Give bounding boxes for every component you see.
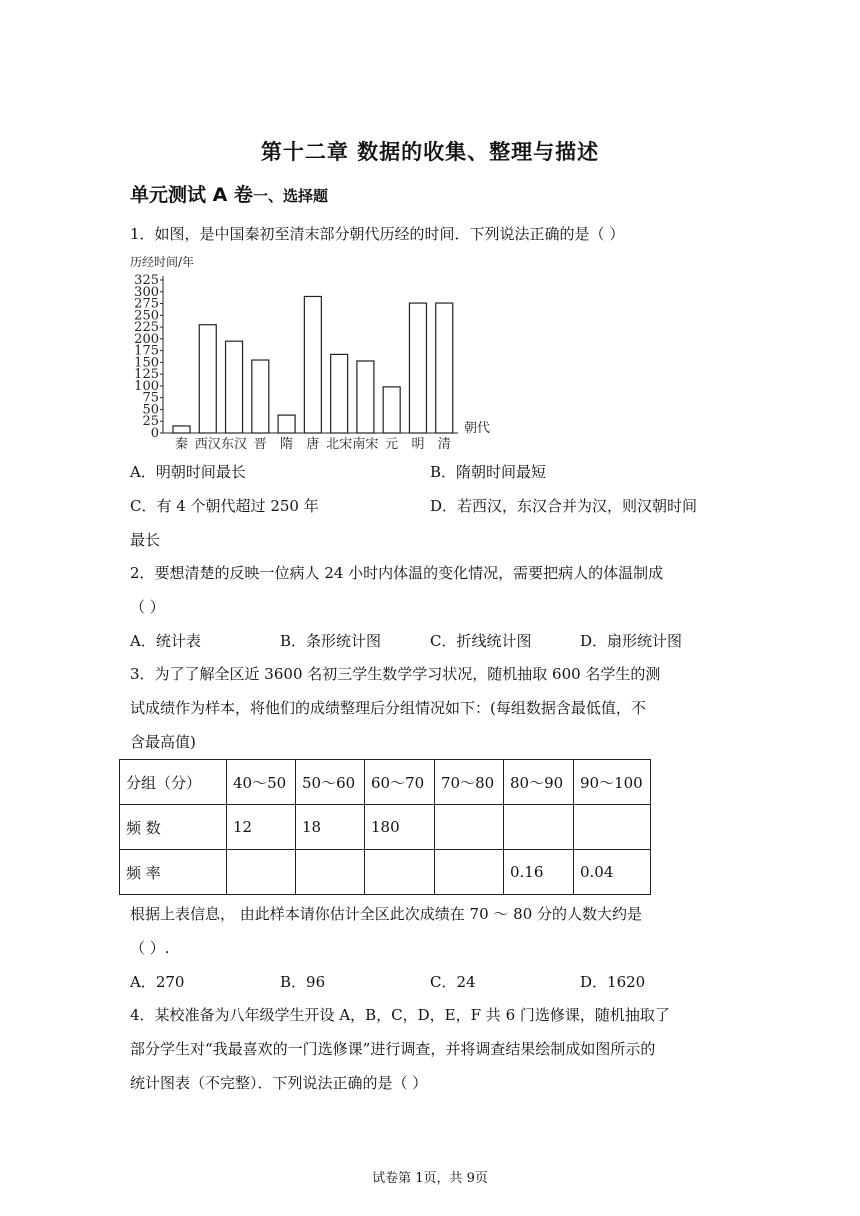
x-tick-label: 元: [385, 437, 399, 452]
bar-明: [409, 303, 426, 433]
y-tick-label: 225: [134, 320, 159, 336]
table-row: [120, 850, 651, 895]
y-tick-label: 200: [134, 331, 159, 347]
q2-stem-line2: （ ）: [130, 598, 165, 616]
bar-唐: [304, 296, 321, 433]
table-cell: 40～50: [227, 760, 296, 805]
q2-option-d: D．扇形统计图: [580, 632, 683, 650]
x-tick-label: 晋: [253, 437, 267, 452]
q3-option-c: C．24: [430, 973, 476, 991]
table-cell: [227, 850, 296, 895]
bar-秦: [173, 426, 190, 433]
bar-清: [436, 303, 453, 433]
table-cell: [365, 850, 435, 895]
dynasty-bar-chart: [126, 252, 506, 452]
table-cell: 90～100: [574, 760, 651, 805]
q2-option-c: C．折线统计图: [430, 632, 532, 650]
table-cell: 180: [365, 805, 435, 850]
q1-stem: 1．如图，是中国秦初至清末部分朝代历经的时间．下列说法正确的是（ ）: [130, 225, 625, 243]
table-cell: [504, 805, 574, 850]
y-tick-label: 175: [134, 343, 159, 359]
bar-北宋: [331, 354, 348, 433]
table-cell: 分组（分）: [120, 760, 227, 805]
page-title: 第十二章 数据的收集、整理与描述: [260, 140, 600, 164]
table-cell: [435, 850, 504, 895]
section-subtitle: 一、选择题: [252, 187, 328, 205]
bar-隋: [278, 415, 295, 433]
x-tick-label: 隋: [280, 437, 294, 452]
y-tick-label: 50: [142, 402, 159, 418]
y-tick-label: 150: [134, 355, 159, 371]
y-tick-label: 275: [134, 296, 159, 312]
y-axis-label: 历经时间/年: [130, 255, 195, 269]
q1-option-d-cont: 最长: [130, 531, 161, 549]
q1-option-a: A．明朝时间最长: [130, 463, 246, 481]
q2-stem-line1: 2．要想清楚的反映一位病人 24 小时内体温的变化情况，需要把病人的体温制成: [130, 564, 664, 582]
x-tick-label: 南宋: [352, 437, 379, 452]
score-frequency-table: [119, 759, 651, 895]
x-tick-label: 西汉: [194, 437, 221, 452]
y-tick-label: 325: [134, 273, 159, 288]
table-cell: 频 数: [120, 805, 227, 850]
q1-option-b: B．隋朝时间最短: [430, 463, 547, 481]
q4-line2: 部分学生对“我最喜欢的一门选修课”进行调查，并将调查结果绘制成如图所示的: [130, 1040, 656, 1058]
y-tick-label: 250: [134, 308, 159, 324]
table-cell: [435, 805, 504, 850]
y-tick-label: 0: [150, 426, 159, 441]
unit-title: 单元测试 A 卷: [130, 184, 253, 206]
y-tick-label: 125: [134, 367, 159, 383]
table-cell: 12: [227, 805, 296, 850]
q3-stem-line1: 3．为了了解全区近 3600 名初三学生数学学习状况，随机抽取 600 名学生的测: [130, 665, 661, 683]
q3-after-line2: （ ）.: [130, 939, 170, 957]
x-axis-label: 朝代: [464, 421, 491, 436]
table-cell: 60～70: [365, 760, 435, 805]
table-cell: 0.04: [574, 850, 651, 895]
q3-stem-line2: 试成绩作为样本，将他们的成绩整理后分组情况如下：(每组数据含最低值，不: [130, 699, 646, 717]
page-footer: 试卷第 1页，共 9页: [372, 1171, 488, 1186]
bar-东汉: [226, 341, 243, 433]
table-cell: 0.16: [504, 850, 574, 895]
x-tick-label: 北宋: [326, 437, 353, 452]
bar-晋: [252, 360, 269, 433]
x-tick-label: 明: [411, 437, 425, 452]
x-tick-label: 秦: [174, 437, 189, 452]
table-cell: 80～90: [504, 760, 574, 805]
q3-stem-line3: 含最高值): [130, 733, 196, 751]
q4-line1: 4．某校准备为八年级学生开设 A，B，C，D，E，F 共 6 门选修课，随机抽取了: [130, 1006, 670, 1024]
q3-option-b: B．96: [280, 973, 326, 991]
table-cell: 70～80: [435, 760, 504, 805]
q2-option-b: B．条形统计图: [280, 632, 382, 650]
q1-option-d: D．若西汉，东汉合并为汉，则汉朝时间: [430, 497, 698, 515]
bar-元: [383, 387, 400, 433]
table-row: [120, 760, 651, 805]
x-tick-label: 清: [437, 437, 451, 452]
bar-南宋: [357, 361, 374, 433]
y-tick-label: 100: [134, 378, 159, 394]
q2-option-a: A．统计表: [130, 632, 201, 650]
q3-option-a: A．270: [130, 973, 185, 991]
q4-line3: 统计图表（不完整）．下列说法正确的是（ ）: [130, 1074, 428, 1092]
q1-option-c: C．有 4 个朝代超过 250 年: [130, 497, 319, 515]
table-cell: 频 率: [120, 850, 227, 895]
table-row: [120, 805, 651, 850]
y-tick-label: 25: [142, 414, 159, 430]
y-tick-label: 300: [134, 284, 159, 300]
q3-after-line1: 根据上表信息， 由此样本请你估计全区此次成绩在 70 ～ 80 分的人数大约是: [130, 905, 643, 923]
x-tick-label: 唐: [306, 437, 320, 452]
bar-西汉: [199, 325, 216, 433]
y-tick-label: 75: [142, 390, 159, 406]
table-cell: 18: [296, 805, 365, 850]
q3-option-d: D．1620: [580, 973, 646, 991]
section-heading: [130, 180, 328, 207]
table-cell: [296, 850, 365, 895]
table-cell: [574, 805, 651, 850]
table-cell: 50～60: [296, 760, 365, 805]
x-tick-label: 东汉: [221, 437, 248, 452]
